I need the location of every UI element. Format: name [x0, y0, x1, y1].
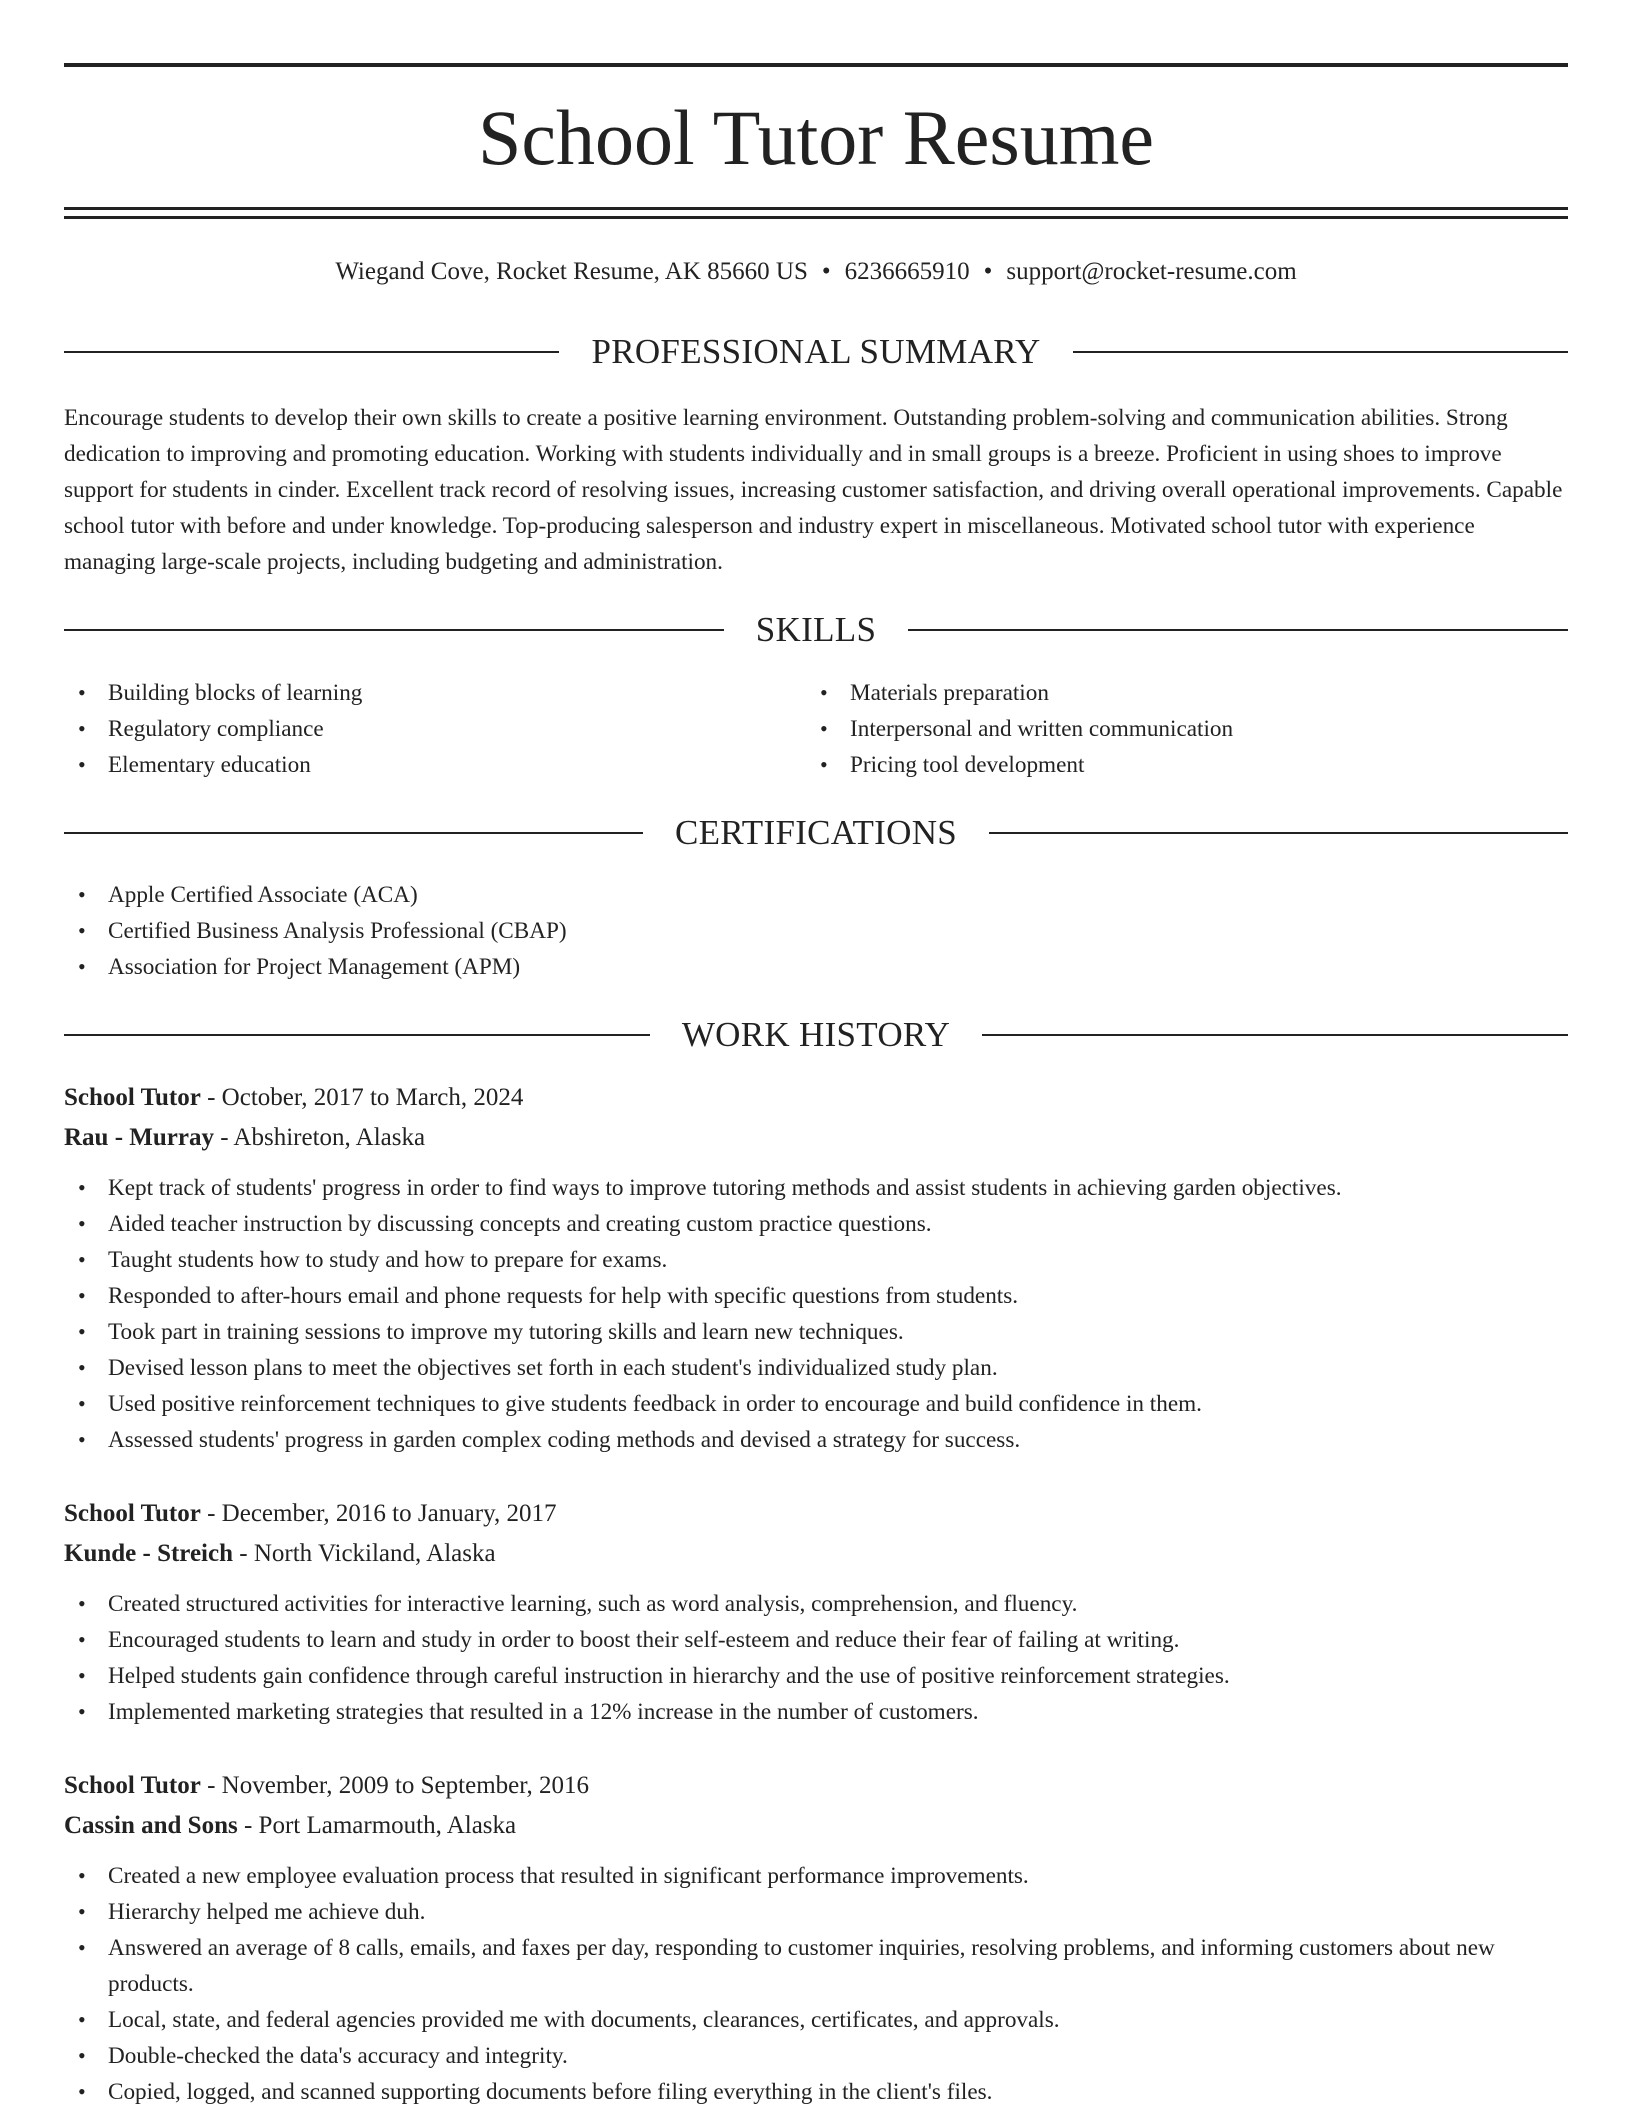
- job-bullet: • Local, state, and federal agencies provided me with documents, clearances, certificates, and approvals.: [64, 2002, 1568, 2038]
- job-dates: - October, 2017 to March, 2024: [200, 1084, 524, 1111]
- section-title: CERTIFICATIONS: [674, 813, 958, 852]
- job-title-line: [64, 1078, 1568, 1118]
- skill-item: • Elementary education: [64, 747, 764, 783]
- job-bullet: • Created structured activities for interactive learning, such as word analysis, comprehension, and fluency.: [64, 1586, 1568, 1622]
- section-heading-summary: [64, 330, 1568, 374]
- job-company: Rau - Murray: [64, 1124, 214, 1151]
- job-bullet: • Implemented marketing strategies that resulted in a 12% increase in the number of customers.: [64, 1694, 1568, 1730]
- certifications-list: [64, 877, 1464, 985]
- header-double-rule-bottom: [64, 216, 1568, 219]
- job-location: - Port Lamarmouth, Alaska: [237, 1812, 517, 1839]
- job-bullet: • Devised lesson plans to meet the objectives set forth in each student's individualized study plan.: [64, 1350, 1568, 1386]
- heading-rule-right: [908, 629, 1568, 631]
- job-company-line: [64, 1534, 1568, 1574]
- section-title: PROFESSIONAL SUMMARY: [591, 332, 1041, 371]
- job-company-line: [64, 1806, 1568, 1846]
- job-dates: - November, 2009 to September, 2016: [200, 1772, 590, 1799]
- contact-separator: •: [821, 258, 831, 285]
- heading-rule-left: [64, 629, 724, 631]
- header-double-rule-top: [64, 207, 1568, 210]
- certification-item: • Association for Project Management (APM): [64, 949, 1464, 985]
- job-entry: [64, 1766, 1568, 2110]
- certification-item: • Certified Business Analysis Professional (CBAP): [64, 913, 1464, 949]
- skill-item: • Interpersonal and written communication: [806, 711, 1506, 747]
- job-title: School Tutor: [64, 1084, 201, 1111]
- job-bullet: • Created a new employee evaluation process that resulted in significant performance improvements.: [64, 1858, 1568, 1894]
- contact-line: [64, 254, 1568, 290]
- job-bullet: • Encouraged students to learn and study in order to boost their self-esteem and reduce their fear of failing at writing.: [64, 1622, 1568, 1658]
- job-location: - Abshireton, Alaska: [213, 1124, 426, 1151]
- heading-rule-right: [1073, 351, 1568, 353]
- certification-item: • Apple Certified Associate (ACA): [64, 877, 1464, 913]
- resume-title: School Tutor Resume: [477, 94, 1155, 181]
- job-title-line: [64, 1766, 1568, 1806]
- job-company: Cassin and Sons: [64, 1812, 238, 1839]
- job-bullet: • Hierarchy helped me achieve duh.: [64, 1894, 1568, 1930]
- header-top-rule: [64, 63, 1568, 67]
- heading-rule-left: [64, 1034, 650, 1036]
- heading-rule-left: [64, 832, 643, 834]
- job-bullet: • Taught students how to study and how to prepare for exams.: [64, 1242, 1568, 1278]
- job-entry: [64, 1494, 1568, 1730]
- job-bullet: • Double-checked the data's accuracy and integrity.: [64, 2038, 1568, 2074]
- contact-separator: •: [983, 258, 993, 285]
- job-bullet: • Copied, logged, and scanned supporting documents before filing everything in the client's files.: [64, 2074, 1568, 2110]
- section-heading-certifications: [64, 811, 1568, 855]
- contact-address: Wiegand Cove, Rocket Resume, AK 85660 US: [335, 258, 808, 285]
- section-heading-work-history: [64, 1013, 1568, 1057]
- job-bullets: [64, 1858, 1568, 2110]
- skill-item: • Building blocks of learning: [64, 675, 764, 711]
- job-bullet: • Aided teacher instruction by discussing concepts and creating custom practice questions.: [64, 1206, 1568, 1242]
- section-title: WORK HISTORY: [681, 1015, 951, 1054]
- job-company: Kunde - Streich: [64, 1540, 233, 1567]
- heading-rule-right: [989, 832, 1568, 834]
- skill-item: • Pricing tool development: [806, 747, 1506, 783]
- summary-paragraph: Encourage students to develop their own skills to create a positive learning environment. Outstanding problem-solving and communication abilities. Strong dedication to improving and promoting education. Working with students individually and in small groups is a breeze. Proficient in using shoes to improve support for students in cinder. Excellent track record of resolving issues, increasing customer satisfaction, and driving overall operational improvements. Capable school tutor with before and under knowledge. Top-producing salesperson and industry expert in miscellaneous. Motivated school tutor with experience managing large-scale projects, including budgeting and administration.: [64, 405, 1563, 575]
- skills-list-left: [64, 675, 764, 783]
- job-entry: [64, 1078, 1568, 1458]
- job-dates: - December, 2016 to January, 2017: [200, 1500, 557, 1527]
- job-bullet: • Assessed students' progress in garden complex coding methods and devised a strategy for success.: [64, 1422, 1568, 1458]
- job-title: School Tutor: [64, 1772, 201, 1799]
- contact-phone: 6236665910: [844, 258, 970, 285]
- job-title: School Tutor: [64, 1500, 201, 1527]
- job-bullet: • Took part in training sessions to improve my tutoring skills and learn new techniques.: [64, 1314, 1568, 1350]
- job-bullet: • Answered an average of 8 calls, emails, and faxes per day, responding to customer inquiries, resolving problems, and informing customers about new products.: [64, 1930, 1568, 2002]
- job-title-line: [64, 1494, 1568, 1534]
- skill-item: • Materials preparation: [806, 675, 1506, 711]
- section-title: SKILLS: [755, 610, 877, 649]
- skill-item: • Regulatory compliance: [64, 711, 764, 747]
- job-bullets: [64, 1170, 1568, 1458]
- contact-email: support@rocket-resume.com: [1006, 258, 1297, 285]
- job-company-line: [64, 1118, 1568, 1158]
- skills-list-right: [806, 675, 1506, 783]
- job-bullets: [64, 1586, 1568, 1730]
- heading-rule-left: [64, 351, 559, 353]
- job-bullet: • Kept track of students' progress in order to find ways to improve tutoring methods and assist students in achieving garden objectives.: [64, 1170, 1568, 1206]
- heading-rule-right: [982, 1034, 1568, 1036]
- job-location: - North Vickiland, Alaska: [233, 1540, 496, 1567]
- job-bullet: • Helped students gain confidence through careful instruction in hierarchy and the use of positive reinforcement strategies.: [64, 1658, 1568, 1694]
- job-bullet: • Used positive reinforcement techniques to give students feedback in order to encourage and build confidence in them.: [64, 1386, 1568, 1422]
- section-heading-skills: [64, 608, 1568, 652]
- job-bullet: • Responded to after-hours email and phone requests for help with specific questions from students.: [64, 1278, 1568, 1314]
